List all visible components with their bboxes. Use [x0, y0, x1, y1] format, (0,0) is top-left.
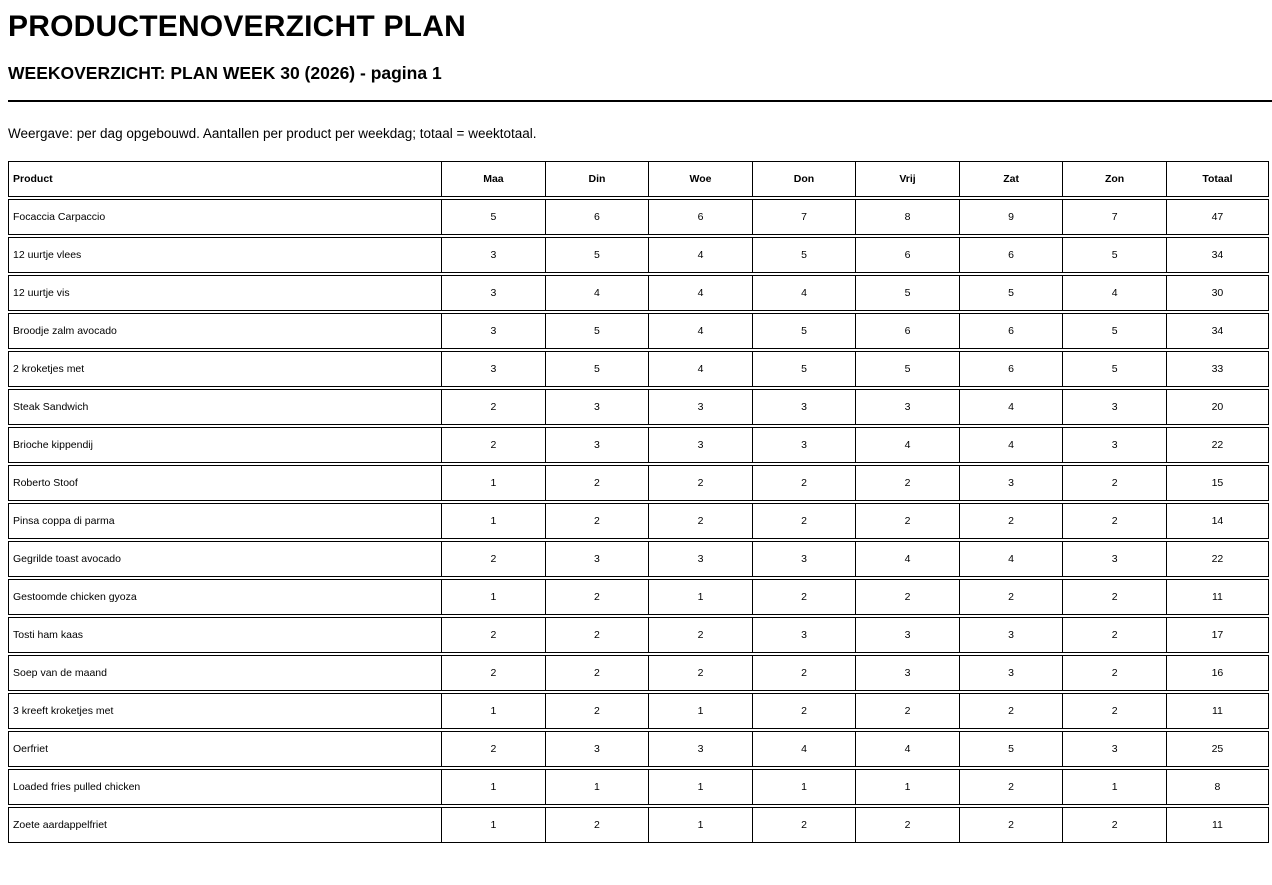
- cell-totaal: 25: [1166, 731, 1269, 767]
- cell-zon: 3: [1062, 389, 1166, 425]
- cell-vrij: 2: [855, 465, 959, 501]
- cell-din: 1: [545, 769, 649, 805]
- cell-totaal: 16: [1166, 655, 1269, 691]
- cell-zon: 3: [1062, 427, 1166, 463]
- cell-vrij: 3: [855, 617, 959, 653]
- cell-zat: 2: [959, 807, 1063, 843]
- cell-maa: 2: [441, 389, 545, 425]
- cell-don: 5: [752, 351, 856, 387]
- cell-zat: 2: [959, 503, 1063, 539]
- cell-woe: 3: [648, 427, 752, 463]
- table-row: [8, 427, 1269, 463]
- cell-product: Loaded fries pulled chicken: [8, 769, 441, 805]
- cell-zon: 3: [1062, 541, 1166, 577]
- cell-woe: 1: [648, 579, 752, 615]
- cell-zat: 6: [959, 313, 1063, 349]
- cell-zat: 9: [959, 199, 1063, 235]
- cell-woe: 2: [648, 617, 752, 653]
- cell-woe: 3: [648, 389, 752, 425]
- table-header-row: [8, 161, 1269, 197]
- cell-zon: 7: [1062, 199, 1166, 235]
- cell-zon: 2: [1062, 693, 1166, 729]
- cell-zat: 5: [959, 275, 1063, 311]
- cell-zon: 1: [1062, 769, 1166, 805]
- cell-vrij: 2: [855, 693, 959, 729]
- cell-woe: 2: [648, 655, 752, 691]
- cell-maa: 3: [441, 313, 545, 349]
- cell-vrij: 3: [855, 655, 959, 691]
- header-totaal: Totaal: [1166, 161, 1269, 197]
- table-row: [8, 503, 1269, 539]
- cell-maa: 1: [441, 503, 545, 539]
- cell-din: 2: [545, 617, 649, 653]
- cell-product: 12 uurtje vlees: [8, 237, 441, 273]
- table-row: [8, 389, 1269, 425]
- cell-vrij: 4: [855, 541, 959, 577]
- cell-don: 2: [752, 807, 856, 843]
- cell-don: 4: [752, 275, 856, 311]
- cell-totaal: 33: [1166, 351, 1269, 387]
- cell-woe: 1: [648, 769, 752, 805]
- cell-vrij: 2: [855, 807, 959, 843]
- cell-woe: 6: [648, 199, 752, 235]
- cell-don: 7: [752, 199, 856, 235]
- cell-maa: 1: [441, 769, 545, 805]
- cell-totaal: 20: [1166, 389, 1269, 425]
- cell-woe: 4: [648, 313, 752, 349]
- cell-woe: 2: [648, 465, 752, 501]
- table-row: [8, 351, 1269, 387]
- cell-zon: 2: [1062, 807, 1166, 843]
- cell-din: 5: [545, 313, 649, 349]
- cell-vrij: 1: [855, 769, 959, 805]
- cell-totaal: 17: [1166, 617, 1269, 653]
- cell-don: 5: [752, 237, 856, 273]
- cell-din: 2: [545, 579, 649, 615]
- cell-maa: 3: [441, 275, 545, 311]
- header-vrij: Vrij: [855, 161, 959, 197]
- cell-maa: 2: [441, 617, 545, 653]
- cell-zat: 4: [959, 389, 1063, 425]
- cell-din: 3: [545, 427, 649, 463]
- cell-maa: 3: [441, 237, 545, 273]
- cell-don: 2: [752, 579, 856, 615]
- cell-zon: 5: [1062, 237, 1166, 273]
- cell-zon: 2: [1062, 655, 1166, 691]
- cell-don: 3: [752, 389, 856, 425]
- cell-woe: 3: [648, 731, 752, 767]
- cell-zat: 3: [959, 655, 1063, 691]
- cell-zat: 2: [959, 693, 1063, 729]
- cell-maa: 2: [441, 427, 545, 463]
- cell-totaal: 30: [1166, 275, 1269, 311]
- cell-zat: 3: [959, 465, 1063, 501]
- cell-vrij: 3: [855, 389, 959, 425]
- cell-product: Roberto Stoof: [8, 465, 441, 501]
- cell-din: 2: [545, 655, 649, 691]
- cell-din: 2: [545, 503, 649, 539]
- cell-vrij: 2: [855, 503, 959, 539]
- table-row: [8, 731, 1269, 767]
- cell-zon: 2: [1062, 617, 1166, 653]
- description-note: Weergave: per dag opgebouwd. Aantallen per product per weekdag; totaal = weektotaal.: [8, 126, 537, 141]
- cell-zon: 3: [1062, 731, 1166, 767]
- cell-zon: 4: [1062, 275, 1166, 311]
- table-row: [8, 313, 1269, 349]
- cell-zon: 5: [1062, 351, 1166, 387]
- cell-maa: 1: [441, 693, 545, 729]
- cell-totaal: 15: [1166, 465, 1269, 501]
- page-subtitle: WEEKOVERZICHT: PLAN WEEK 30 (2026) - pagina 1: [8, 63, 442, 83]
- cell-zat: 4: [959, 427, 1063, 463]
- cell-vrij: 5: [855, 351, 959, 387]
- table-row: [8, 617, 1269, 653]
- cell-don: 4: [752, 731, 856, 767]
- cell-zat: 2: [959, 769, 1063, 805]
- header-product: Product: [8, 161, 441, 197]
- cell-maa: 5: [441, 199, 545, 235]
- cell-din: 3: [545, 389, 649, 425]
- cell-totaal: 34: [1166, 313, 1269, 349]
- table-row: [8, 579, 1269, 615]
- divider: [8, 100, 1272, 102]
- cell-woe: 1: [648, 693, 752, 729]
- cell-din: 6: [545, 199, 649, 235]
- cell-totaal: 47: [1166, 199, 1269, 235]
- cell-don: 2: [752, 655, 856, 691]
- cell-maa: 3: [441, 351, 545, 387]
- cell-don: 2: [752, 503, 856, 539]
- cell-din: 5: [545, 237, 649, 273]
- cell-product: Gestoomde chicken gyoza: [8, 579, 441, 615]
- cell-zat: 4: [959, 541, 1063, 577]
- cell-vrij: 4: [855, 427, 959, 463]
- cell-vrij: 5: [855, 275, 959, 311]
- table-row: [8, 237, 1269, 273]
- cell-totaal: 22: [1166, 427, 1269, 463]
- table-row: [8, 807, 1269, 843]
- cell-woe: 3: [648, 541, 752, 577]
- cell-maa: 2: [441, 655, 545, 691]
- cell-zat: 6: [959, 237, 1063, 273]
- cell-zat: 5: [959, 731, 1063, 767]
- cell-din: 5: [545, 351, 649, 387]
- table-row: [8, 275, 1269, 311]
- cell-maa: 1: [441, 579, 545, 615]
- cell-product: Focaccia Carpaccio: [8, 199, 441, 235]
- cell-don: 3: [752, 541, 856, 577]
- cell-product: Gegrilde toast avocado: [8, 541, 441, 577]
- header-zon: Zon: [1062, 161, 1166, 197]
- table-row: [8, 465, 1269, 501]
- cell-vrij: 4: [855, 731, 959, 767]
- cell-don: 2: [752, 465, 856, 501]
- cell-zon: 2: [1062, 465, 1166, 501]
- cell-woe: 4: [648, 351, 752, 387]
- cell-woe: 1: [648, 807, 752, 843]
- cell-product: Soep van de maand: [8, 655, 441, 691]
- cell-product: Steak Sandwich: [8, 389, 441, 425]
- cell-totaal: 11: [1166, 579, 1269, 615]
- cell-don: 3: [752, 427, 856, 463]
- cell-vrij: 6: [855, 313, 959, 349]
- table-row: [8, 693, 1269, 729]
- cell-maa: 2: [441, 541, 545, 577]
- cell-woe: 4: [648, 275, 752, 311]
- cell-din: 3: [545, 541, 649, 577]
- table-body: [8, 199, 1269, 843]
- cell-don: 1: [752, 769, 856, 805]
- cell-totaal: 34: [1166, 237, 1269, 273]
- cell-zat: 2: [959, 579, 1063, 615]
- cell-product: 12 uurtje vis: [8, 275, 441, 311]
- cell-maa: 1: [441, 807, 545, 843]
- cell-zat: 6: [959, 351, 1063, 387]
- cell-din: 4: [545, 275, 649, 311]
- cell-product: Tosti ham kaas: [8, 617, 441, 653]
- table-row: [8, 655, 1269, 691]
- cell-vrij: 6: [855, 237, 959, 273]
- cell-zon: 5: [1062, 313, 1166, 349]
- cell-product: 2 kroketjes met: [8, 351, 441, 387]
- header-zat: Zat: [959, 161, 1063, 197]
- cell-zon: 2: [1062, 503, 1166, 539]
- cell-din: 2: [545, 465, 649, 501]
- cell-totaal: 14: [1166, 503, 1269, 539]
- table-row: [8, 199, 1269, 235]
- cell-product: Pinsa coppa di parma: [8, 503, 441, 539]
- cell-product: Zoete aardappelfriet: [8, 807, 441, 843]
- cell-product: Broodje zalm avocado: [8, 313, 441, 349]
- cell-product: Brioche kippendij: [8, 427, 441, 463]
- cell-vrij: 8: [855, 199, 959, 235]
- cell-din: 2: [545, 693, 649, 729]
- cell-zat: 3: [959, 617, 1063, 653]
- cell-totaal: 11: [1166, 807, 1269, 843]
- cell-din: 2: [545, 807, 649, 843]
- header-don: Don: [752, 161, 856, 197]
- cell-product: Oerfriet: [8, 731, 441, 767]
- header-maa: Maa: [441, 161, 545, 197]
- cell-maa: 2: [441, 731, 545, 767]
- cell-product: 3 kreeft kroketjes met: [8, 693, 441, 729]
- header-woe: Woe: [648, 161, 752, 197]
- page-title: PRODUCTENOVERZICHT PLAN: [8, 10, 466, 43]
- cell-don: 5: [752, 313, 856, 349]
- cell-totaal: 11: [1166, 693, 1269, 729]
- cell-din: 3: [545, 731, 649, 767]
- cell-maa: 1: [441, 465, 545, 501]
- cell-totaal: 22: [1166, 541, 1269, 577]
- cell-don: 3: [752, 617, 856, 653]
- table-row: [8, 541, 1269, 577]
- cell-woe: 4: [648, 237, 752, 273]
- table-row: [8, 769, 1269, 805]
- products-table: [8, 159, 1269, 845]
- cell-zon: 2: [1062, 579, 1166, 615]
- cell-don: 2: [752, 693, 856, 729]
- cell-woe: 2: [648, 503, 752, 539]
- header-din: Din: [545, 161, 649, 197]
- cell-totaal: 8: [1166, 769, 1269, 805]
- cell-vrij: 2: [855, 579, 959, 615]
